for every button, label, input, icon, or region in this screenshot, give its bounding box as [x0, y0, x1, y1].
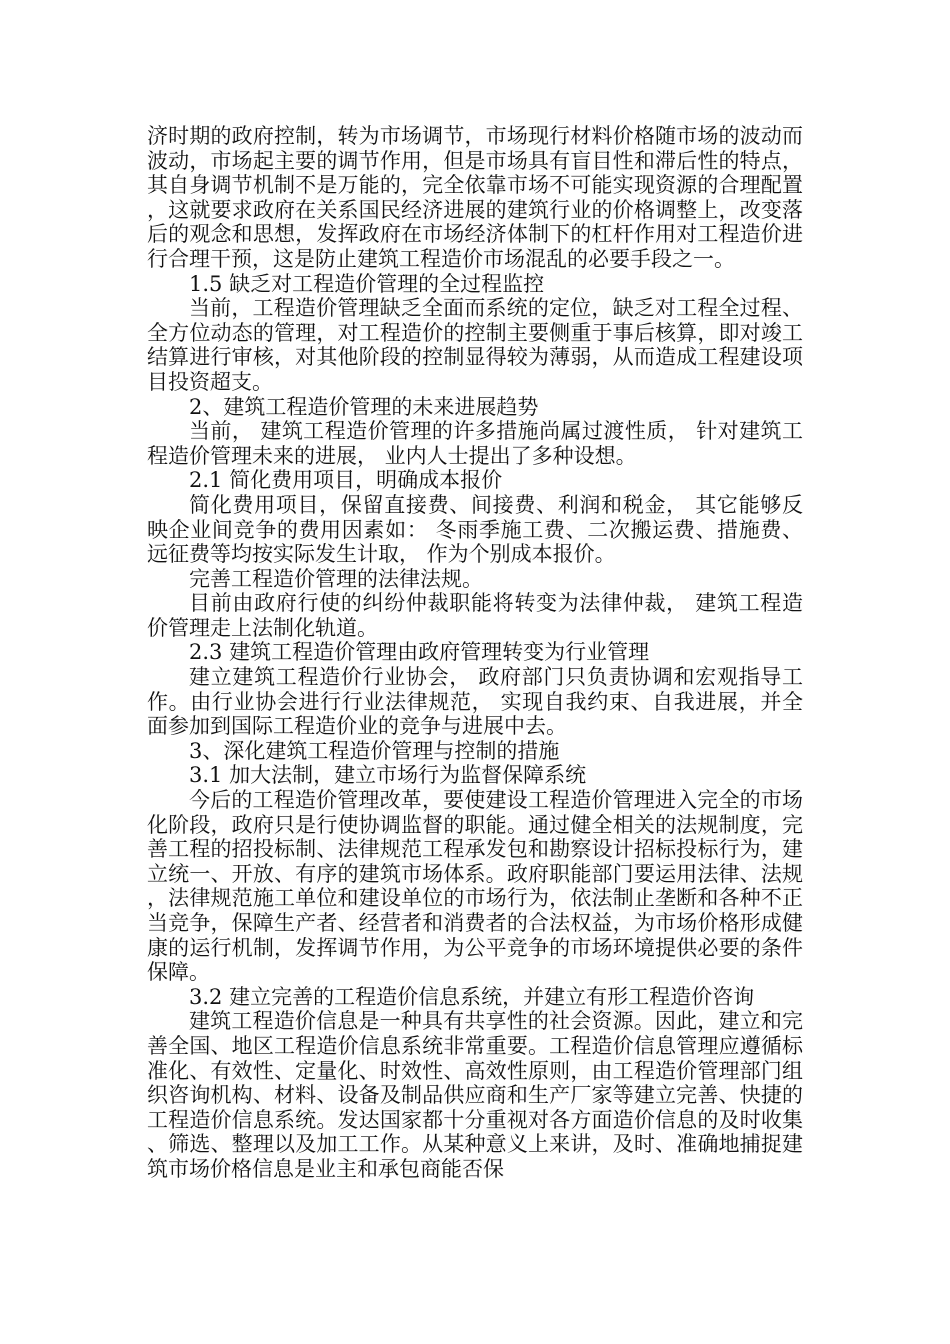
section-heading-3-1: 3.1 加大法制，建立市场行为监督保障系统 [189, 763, 587, 788]
section-heading-3: 3、深化建筑工程造价管理与控制的措施 [189, 738, 560, 763]
section-heading-1-5: 1.5 缺乏对工程造价管理的全过程监控 [189, 271, 545, 296]
body-paragraph: 建筑工程造价信息是一种具有共享性的社会资源。因此，建立和完善全国、地区工程造价信息系统非常重要。工程造价信息管理应遵循标准化、有效性、定量化、时效性、高效性原则，由工程造价管理部门组织咨询机构、材料、设备及制品供应商和生产厂家等建立完善、快捷的工程造价信息系统。发达国家都十分重视对各方面造价信息的及时收集、筛选、整理以及加工工作。从某种意义上来讲，及时、准确地捕捉建筑市场价格信息是业主和承包商能否保 [147, 1009, 803, 1181]
body-paragraph: 今后的工程造价管理改革，要使建设工程造价管理进入完全的市场化阶段，政府只是行使协调监督的职能。通过健全相关的法规制度，完善工程的招投标制、法律规范工程承发包和勘察设计招标投标行为，建立统一、开放、有序的建筑市场体系。政府职能部门要运用法律、法规，法律规范施工单位和建设单位的市场行为，依法制止垄断和各种不正当竞争，保障生产者、经营者和消费者的合法权益，为市场价格形成健康的运行机制，发挥调节作用，为公平竞争的市场环境提供必要的条件保障。 [147, 788, 803, 985]
body-paragraph: 目前由政府行使的纠纷仲裁职能将转变为法律仲裁， 建筑工程造价管理走上法制化轨道。 [147, 591, 803, 640]
section-heading-2-3: 2.3 建筑工程造价管理由政府管理转变为行业管理 [189, 640, 650, 665]
body-paragraph: 建立建筑工程造价行业协会， 政府部门只负责协调和宏观指导工作。由行业协会进行行业法律规范， 实现自我约束、自我进展，并全面参加到国际工程造价业的竞争与进展中去。 [147, 665, 803, 739]
body-paragraph: 当前， 建筑工程造价管理的许多措施尚属过渡性质， 针对建筑工程造价管理未来的进展， 业内人士提出了多种设想。 [147, 419, 803, 468]
section-heading-legal: 完善工程造价管理的法律法规。 [189, 566, 483, 591]
section-heading-3-2: 3.2 建立完善的工程造价信息系统，并建立有形工程造价咨询 [189, 984, 755, 1009]
document-page [147, 124, 803, 1182]
section-heading-2: 2、建筑工程造价管理的未来进展趋势 [189, 394, 539, 419]
body-paragraph: 当前，工程造价管理缺乏全面而系统的定位，缺乏对工程全过程、全方位动态的管理，对工程造价的控制主要侧重于事后核算，即对竣工结算进行审核，对其他阶段的控制显得较为薄弱，从而造成工程建设项目投资超支。 [147, 296, 803, 394]
body-paragraph: 简化费用项目，保留直接费、间接费、利润和税金， 其它能够反映企业间竞争的费用因素如： 冬雨季施工费、二次搬运费、措施费、远征费等均按实际发生计取， 作为个别成本报价。 [147, 492, 803, 567]
section-heading-2-1: 2.1 简化费用项目，明确成本报价 [189, 468, 503, 493]
body-paragraph: 济时期的政府控制，转为市场调节，市场现行材料价格随市场的波动而波动，市场起主要的调节作用，但是市场具有盲目性和滞后性的特点，其自身调节机制不是万能的，完全依靠市场不可能实现资源的合理配置，这就要求政府在关系国民经济进展的建筑行业的价格调整上，改变落后的观念和思想，发挥政府在市场经济体制下的杠杆作用对工程造价进行合理干预，这是防止建筑工程造价市场混乱的必要手段之一。 [147, 124, 803, 271]
